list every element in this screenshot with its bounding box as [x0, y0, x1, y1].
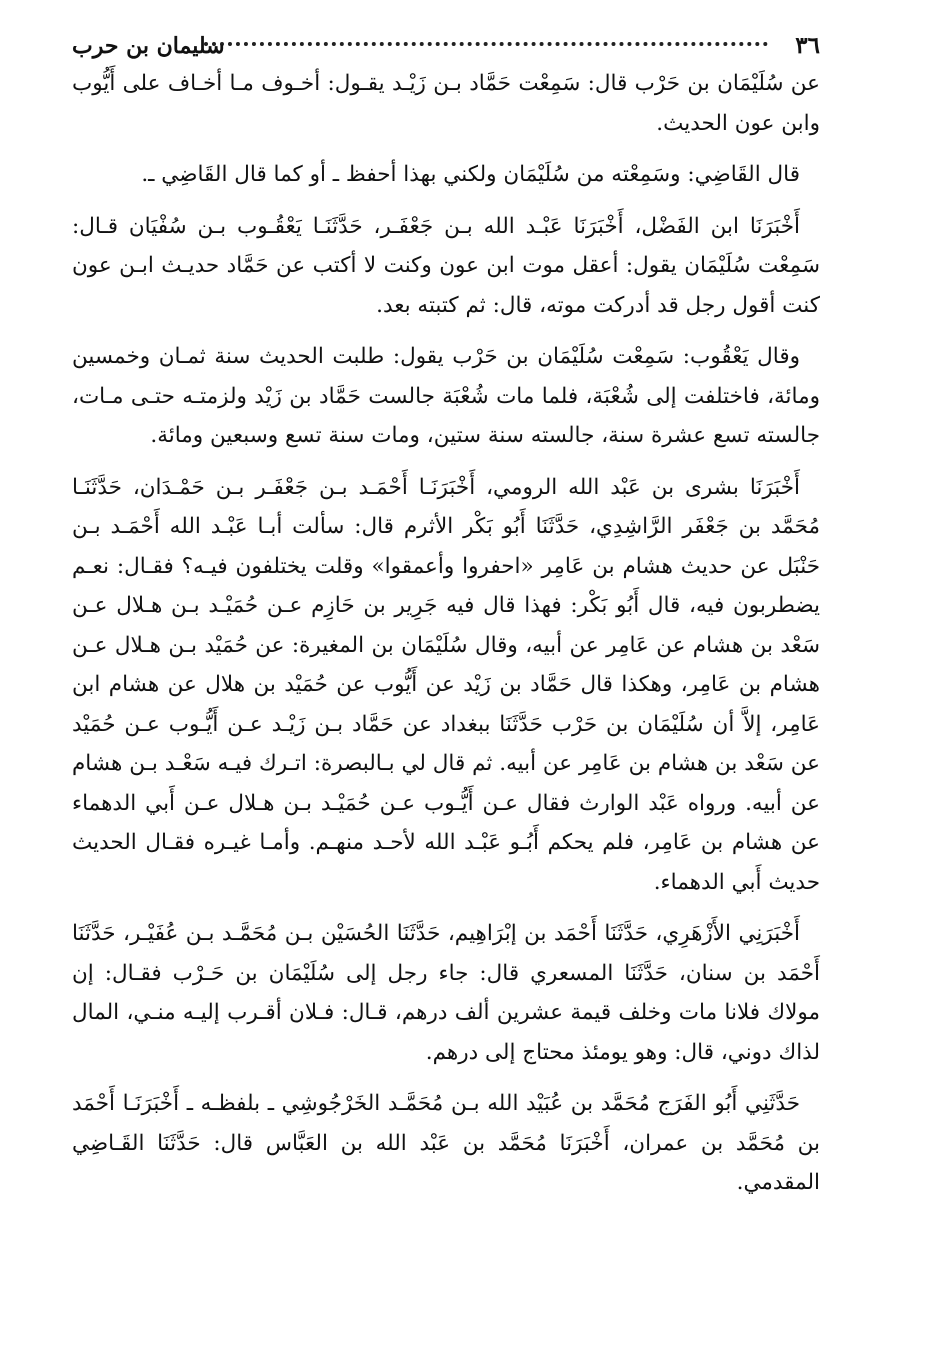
header-dotted-leader [204, 42, 768, 46]
paragraph: أَخْبَرَنَا ابن الفَضْل، أَخْبَرَنَا عَبْـد الله بـن جَعْفَـر، حَدَّثَنَـا يَعْقُـوب بـن سُفْيَان قـال: سَمِعْت سُلَيْمَان يقول: أعقل موت ابن عون وكنت لا أكتب عن حَمَّاد حديـث ابـن عون كنت أقول رجل قد أدركت موته، قال: ثم كتبته بعد. [72, 213, 820, 318]
page-number: ٣٦ [795, 32, 820, 59]
document-page [72, 28, 820, 1215]
paragraph: أَخْبَرَنَا بشرى بن عَبْد الله الرومي، أَخْبَرَنَـا أَحْمَـد بـن جَعْفَـر بـن حَمْـدَان، حَدَّثَنَـا مُحَمَّد بن جَعْفَر الرَّاشِدِي، حَدَّثَنَا أَبُو بَكْر الأثرم قال: سألت أبـا عَبْـد الله أَحْمَـد بـن حَنْبَل عن حديث هشام بن عَامِر «احفروا وأعمقوا» وقلت يختلفون فيـه؟ فقـال: نعـم يضطربون فيه، قال أَبُو بَكْر: فهذا قال فيه جَرِير بن حَازِم عـن حُمَيْـد بـن هـلال عـن سَعْد بن هشام عن عَامِر عن أبيه، وقال سُلَيْمَان بن المغيرة: عن حُمَيْد بـن هـلال عـن هشام بن عَامِر، وهكذا قال حَمَّاد بن زَيْد عن أَيُّوب عن حُمَيْد بن هلال عن هشام ابن عَامِر، إلاَّ أن سُلَيْمَان بن حَرْب حَدَّثَنَا ببغداد عن حَمَّاد بـن زَيْـد عـن أَيُّـوب عـن حُمَيْد عن سَعْد بن هشام بن عَامِر عن أبيه. ثم قال لي بـالبصرة: اتـرك فيـه سَعْـد بـن هشام عن أبيه. ورواه عَبْد الوارث فقال عـن أَيُّـوب عـن حُمَيْـد بـن هـلال عـن أَبي الدهماء عن هشام بن عَامِر، فلم يحكم أَبُـو عَبْـد الله لأحـد منهـم. وأمـا غيـره فقـال الحديث حديث أَبي الدهماء. [72, 474, 820, 895]
paragraph: حَدَّثَنِي أَبُو الفَرَج مُحَمَّد بن عُبَيْد الله بـن مُحَمَّـد الخَرْجُوشِي ـ بلفظـه ـ أَخْبَرَنَـا أَحْمَد بن مُحَمَّد بن عمران، أَخْبَرَنَا مُحَمَّد بن عَبْد الله بن العَبَّاس قال: حَدَّثَنَا القَـاضِي المقدمي. [72, 1091, 820, 1195]
header-title: سليمان بن حرب [72, 33, 225, 59]
body-text [72, 64, 820, 1203]
running-header [72, 28, 820, 64]
paragraph: قال القَاضِي: وسَمِعْته من سُلَيْمَان ولكني بهذا أحفظ ـ أو كما قال القَاضِي ـ. [141, 162, 800, 187]
paragraph: أَخْبَرَنِي الأَزْهَرِي، حَدَّثَنَا أَحْمَد بن إبْرَاهِيم، حَدَّثَنَا الحُسَيْن بـن مُحَمَّـد بـن عُفَيْـر، حَدَّثَنَا أَحْمَد بن سنان، حَدَّثَنَا المسعري قال: جاء رجل إلى سُلَيْمَان بن حَـرْب فقـال: إن مولاك فلانا مات وخلف قيمة عشرين ألف درهم، قـال: فـلان أقـرب إليـه منـي، المال لذاك دوني، قال: وهو يومئذ محتاج إلى درهم. [72, 921, 820, 1065]
paragraph: وقال يَعْقُوب: سَمِعْت سُلَيْمَان بن حَرْب يقول: طلبت الحديث سنة ثمـان وخمسين ومائة، فاختلفت إلى شُعْبَة، فلما مات شُعْبَة جالست حَمَّاد بن زَيْد ولزمتـه حتـى مـات، جالسته تسع عشرة سنة، جالسته سنة ستين، ومات سنة تسع وسبعين ومائة. [72, 344, 820, 448]
paragraph: عن سُلَيْمَان بن حَرْب قال: سَمِعْت حَمَّاد بـن زَيْـد يقـول: أخـوف مـا أخـاف على أَيُّوب وابن عون الحديث. [72, 71, 820, 136]
